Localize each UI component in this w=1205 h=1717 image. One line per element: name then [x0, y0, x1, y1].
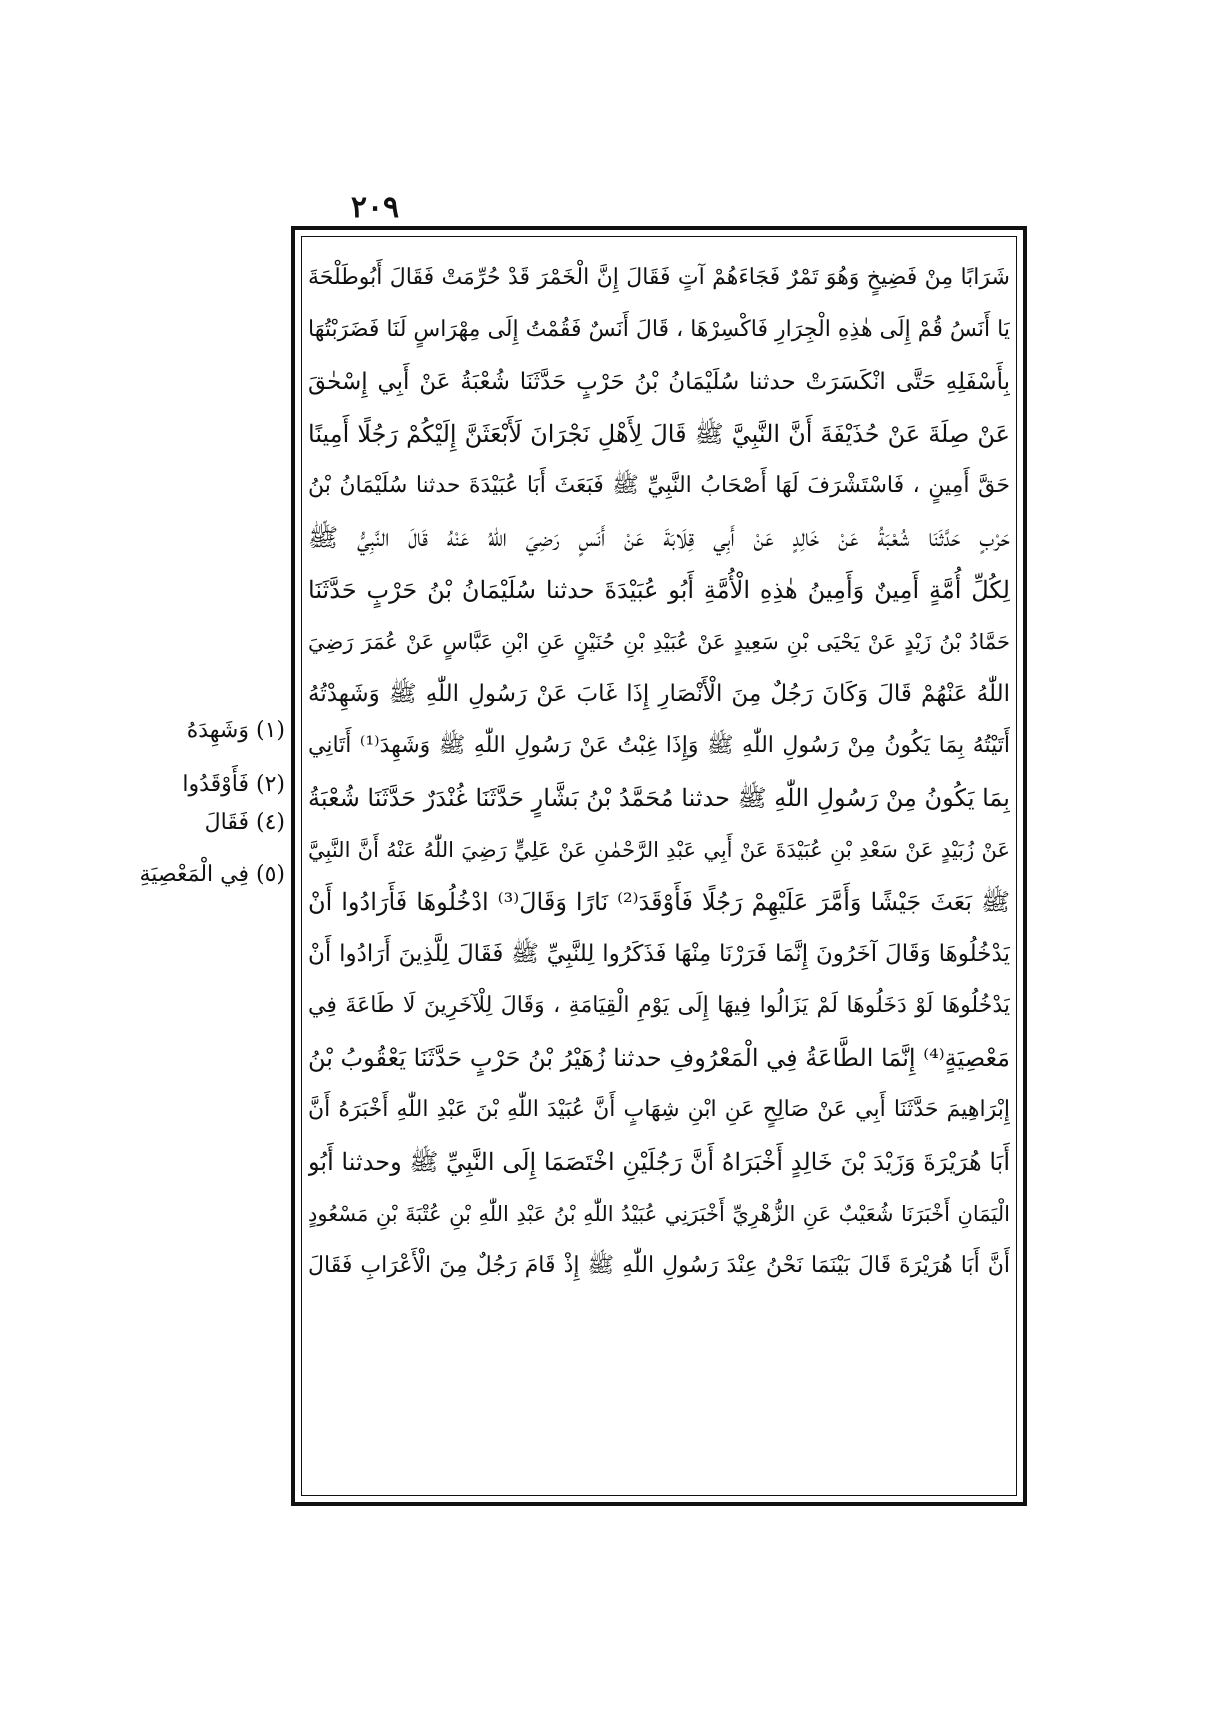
text-line: أَنَّ أَبَا هُرَيْرَةَ قَالَ بَيْنَمَا نَحْنُ عِنْدَ رَسُولِ اللّٰهِ ﷺ إِذْ قَامَ رَجُلٌ مِنَ الْأَعْرَابِ فَقَالَ	[308, 1253, 1010, 1278]
text-line: لِكُلِّ أُمَّةٍ أَمِينٌ وَأَمِينُ هٰذِهِ الْأُمَّةِ أَبُو عُبَيْدَةَ حدثنا سُلَيْمَانُ بْنُ حَرْبٍ حَدَّثَنَا	[308, 576, 1010, 604]
page-number: ٢٠٩	[350, 190, 400, 225]
text-line: شَرَابًا مِنْ فَضِيخٍ وَهُوَ تَمْرٌ فَجَاءَهُمْ آتٍ فَقَالَ إِنَّ الْخَمْرَ قَدْ حُرِّمَتْ فَقَالَ أَبُوطَلْحَةَ	[308, 265, 1010, 290]
text-line: حَقَّ أَمِينٍ ، فَاسْتَشْرَفَ لَهَا أَصْحَابُ النَّبِيِّ ﷺ فَبَعَثَ أَبَا عُبَيْدَةَ حدثنا سُلَيْمَانُ بْنُ	[308, 473, 1010, 498]
text-line: حَمَّادُ بْنُ زَيْدٍ عَنْ يَحْيَى بْنِ سَعِيدٍ عَنْ عُبَيْدِ بْنِ حُنَيْنٍ عَنِ ابْنِ عَبَّاسٍ عَنْ عُمَرَ رَضِيَ	[308, 630, 1010, 654]
text-line: الْيَمَانِ أَخْبَرَنَا شُعَيْبٌ عَنِ الزُّهْرِيِّ أَخْبَرَنِي عُبَيْدُ اللّٰهِ بْنُ عَبْدِ اللّٰهِ بْنِ عُتْبَةَ بْنِ مَسْعُودٍ	[308, 1202, 1010, 1226]
footnote-4: (٤) فَقَالَ	[204, 810, 285, 835]
text-line: بِأَسْفَلِهِ حَتَّى انْكَسَرَتْ حدثنا سُلَيْمَانُ بْنُ حَرْبٍ حَدَّثَنَا شُعْبَةُ عَنْ أَبِي إِسْحٰقَ	[308, 369, 1010, 395]
text-line: إِبْرَاهِيمَ حَدَّثَنَا أَبِي عَنْ صَالِحٍ عَنِ ابْنِ شِهَابٍ أَنَّ عُبَيْدَ اللّٰهِ بْنَ عَبْدِ اللّٰهِ أَخْبَرَهُ أَنَّ	[308, 1097, 1010, 1122]
footnote-1: (١) وَشَهِدَهُ	[186, 718, 285, 743]
text-line: يَا أَنَسُ قُمْ إِلَى هٰذِهِ الْجِرَارِ فَاكْسِرْهَا ، قَالَ أَنَسٌ فَقُمْتُ إِلَى مِهْرَاسٍ لَنَا فَضَرَبْتُهَا	[308, 317, 1010, 342]
text-line: عَنْ زُبَيْدٍ عَنْ سَعْدِ بْنِ عُبَيْدَةَ عَنْ أَبِي عَبْدِ الرَّحْمٰنِ عَنْ عَلِيٍّ رَضِيَ اللّٰهُ عَنْهُ أَنَّ النَّبِيَّ	[308, 838, 1010, 862]
text-line: حَرْبٍ حَدَّثَنَا شُعْبَةُ عَنْ خَالِدٍ عَنْ أَبِي قِلَابَةَ عَنْ أَنَسٍ رَضِيَ اللّٰهُ عَنْهُ قَالَ النَّبِيُّ ﷺ	[308, 523, 1010, 552]
text-line: يَدْخُلُوهَا لَوْ دَخَلُوهَا لَمْ يَزَالُوا فِيهَا إِلَى يَوْمِ الْقِيَامَةِ ، وَقَالَ لِلْآخَرِينَ لَا طَاعَةَ فِي	[308, 993, 1010, 1018]
body-text	[308, 252, 1010, 1292]
footnote-2: (٢) فَأَوْقَدُوا	[182, 772, 285, 797]
text-line: عَنْ صِلَةَ عَنْ حُذَيْفَةَ أَنَّ النَّبِيَّ ﷺ قَالَ لِأَهْلِ نَجْرَانَ لَأَبْعَثَنَّ إِلَيْكُمْ رَجُلًا أَمِينًا	[308, 420, 1010, 448]
text-line: اللّٰهُ عَنْهُمْ قَالَ وَكَانَ رَجُلٌ مِنَ الْأَنْصَارِ إِذَا غَابَ عَنْ رَسُولِ اللّٰهِ ﷺ وَشَهِدْتُهُ	[308, 681, 1010, 707]
text-line: مَعْصِيَةٍ⁽⁴⁾ إِنَّمَا الطَّاعَةُ فِي الْمَعْرُوفِ حدثنا زُهَيْرُ بْنُ حَرْبٍ حَدَّثَنَا يَعْقُوبُ بْنُ	[308, 1044, 1010, 1072]
margin-footnotes	[140, 712, 285, 894]
text-line: بِمَا يَكُونُ مِنْ رَسُولِ اللّٰهِ ﷺ حدثنا مُحَمَّدُ بْنُ بَشَّارٍ حَدَّثَنَا غُنْدَرٌ حَدَّثَنَا شُعْبَةُ	[308, 784, 1010, 812]
text-line: أَتَيْتُهُ بِمَا يَكُونُ مِنْ رَسُولِ اللّٰهِ ﷺ وَإِذَا غِبْتُ عَنْ رَسُولِ اللّٰهِ ﷺ وَشَهِدَ⁽¹⁾ أَتَانِي	[308, 733, 1010, 758]
text-line: ﷺ بَعَثَ جَيْشًا وَأَمَّرَ عَلَيْهِمْ رَجُلًا فَأَوْقَدَ⁽²⁾ نَارًا وَقَالَ⁽³⁾ ادْخُلُوهَا فَأَرَادُوا أَنْ	[308, 888, 1010, 916]
text-line: أَبَا هُرَيْرَةَ وَزَيْدَ بْنَ خَالِدٍ أَخْبَرَاهُ أَنَّ رَجُلَيْنِ اخْتَصَمَا إِلَى النَّبِيِّ ﷺ وحدثنا أَبُو	[308, 1148, 1010, 1176]
text-line: يَدْخُلُوهَا وَقَالَ آخَرُونَ إِنَّمَا فَرَرْنَا مِنْهَا فَذَكَرُوا لِلنَّبِيِّ ﷺ فَقَالَ لِلَّذِينَ أَرَادُوا أَنْ	[308, 941, 1010, 967]
footnote-5: (٥) فِي الْمَعْصِيَةِ	[139, 862, 285, 887]
